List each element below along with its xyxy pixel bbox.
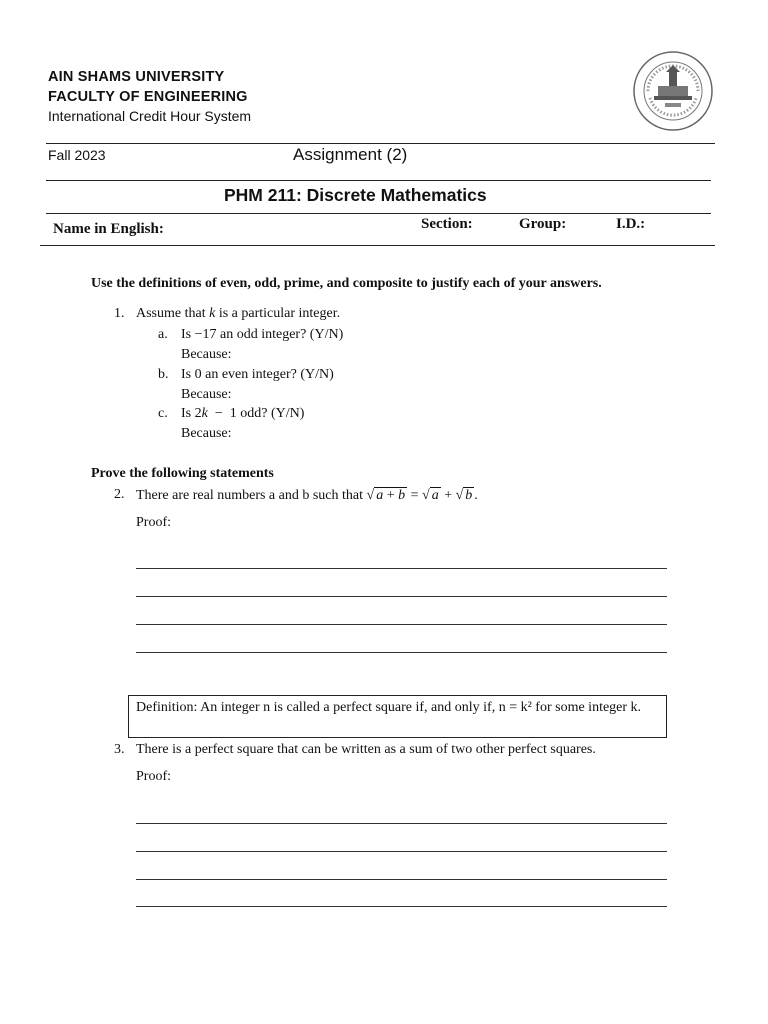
divider [40, 245, 715, 246]
q1-number: 1. [114, 306, 125, 321]
q1-part-c-text: Is 2k − 1 odd? (Y/N) [181, 406, 305, 421]
q3-number: 3. [114, 742, 125, 757]
section-field-label: Section: [421, 216, 473, 232]
q1-part-c-because: Because: [181, 426, 232, 441]
faculty-name: FACULTY OF ENGINEERING [48, 89, 248, 105]
answer-line[interactable] [136, 823, 667, 824]
q1-part-a-letter: a. [158, 327, 168, 342]
divider [46, 180, 711, 181]
q1-part-a-text: Is −17 an odd integer? (Y/N) [181, 327, 344, 342]
term: Fall 2023 [48, 147, 106, 163]
course-title: PHM 211: Discrete Mathematics [224, 185, 487, 205]
name-field-label: Name in English: [53, 221, 164, 237]
group-field-label: Group: [519, 216, 567, 232]
answer-line[interactable] [136, 596, 667, 597]
answer-line[interactable] [136, 652, 667, 653]
definition-text: Definition: An integer n is called a perfect square if, and only if, n = k² for some integer k. [136, 700, 642, 715]
q2-equation: √ a + b = √ a + √ b . [366, 488, 478, 503]
prove-heading: Prove the following statements [91, 466, 274, 481]
q1-part-a-because: Because: [181, 347, 232, 362]
university-name: AIN SHAMS UNIVERSITY [48, 69, 225, 85]
answer-line[interactable] [136, 568, 667, 569]
id-field-label: I.D.: [616, 216, 646, 232]
q1-part-c-letter: c. [158, 406, 168, 421]
q1-stem: Assume that k is a particular integer. [136, 306, 341, 321]
answer-line[interactable] [136, 851, 667, 852]
q3-proof-label: Proof: [136, 769, 171, 784]
q2-proof-label: Proof: [136, 515, 171, 530]
university-seal-icon [632, 50, 714, 132]
q2-number: 2. [114, 487, 125, 502]
answer-line[interactable] [136, 624, 667, 625]
answer-line[interactable] [136, 879, 667, 880]
q1-part-b-because: Because: [181, 387, 232, 402]
q1-part-b-letter: b. [158, 367, 169, 382]
q2-text: There are real numbers a and b such that √ a + b = √ a + √ b . [136, 488, 478, 503]
answer-line[interactable] [136, 906, 667, 907]
instructions: Use the definitions of even, odd, prime, and composite to justify each of your answers. [91, 276, 602, 291]
divider [46, 143, 715, 144]
credit-system: International Credit Hour System [48, 108, 252, 124]
q1-part-b-text: Is 0 an even integer? (Y/N) [181, 367, 334, 382]
divider [46, 213, 711, 214]
assignment-title: Assignment (2) [293, 145, 408, 164]
q3-text: There is a perfect square that can be written as a sum of two other perfect squares. [136, 742, 596, 757]
